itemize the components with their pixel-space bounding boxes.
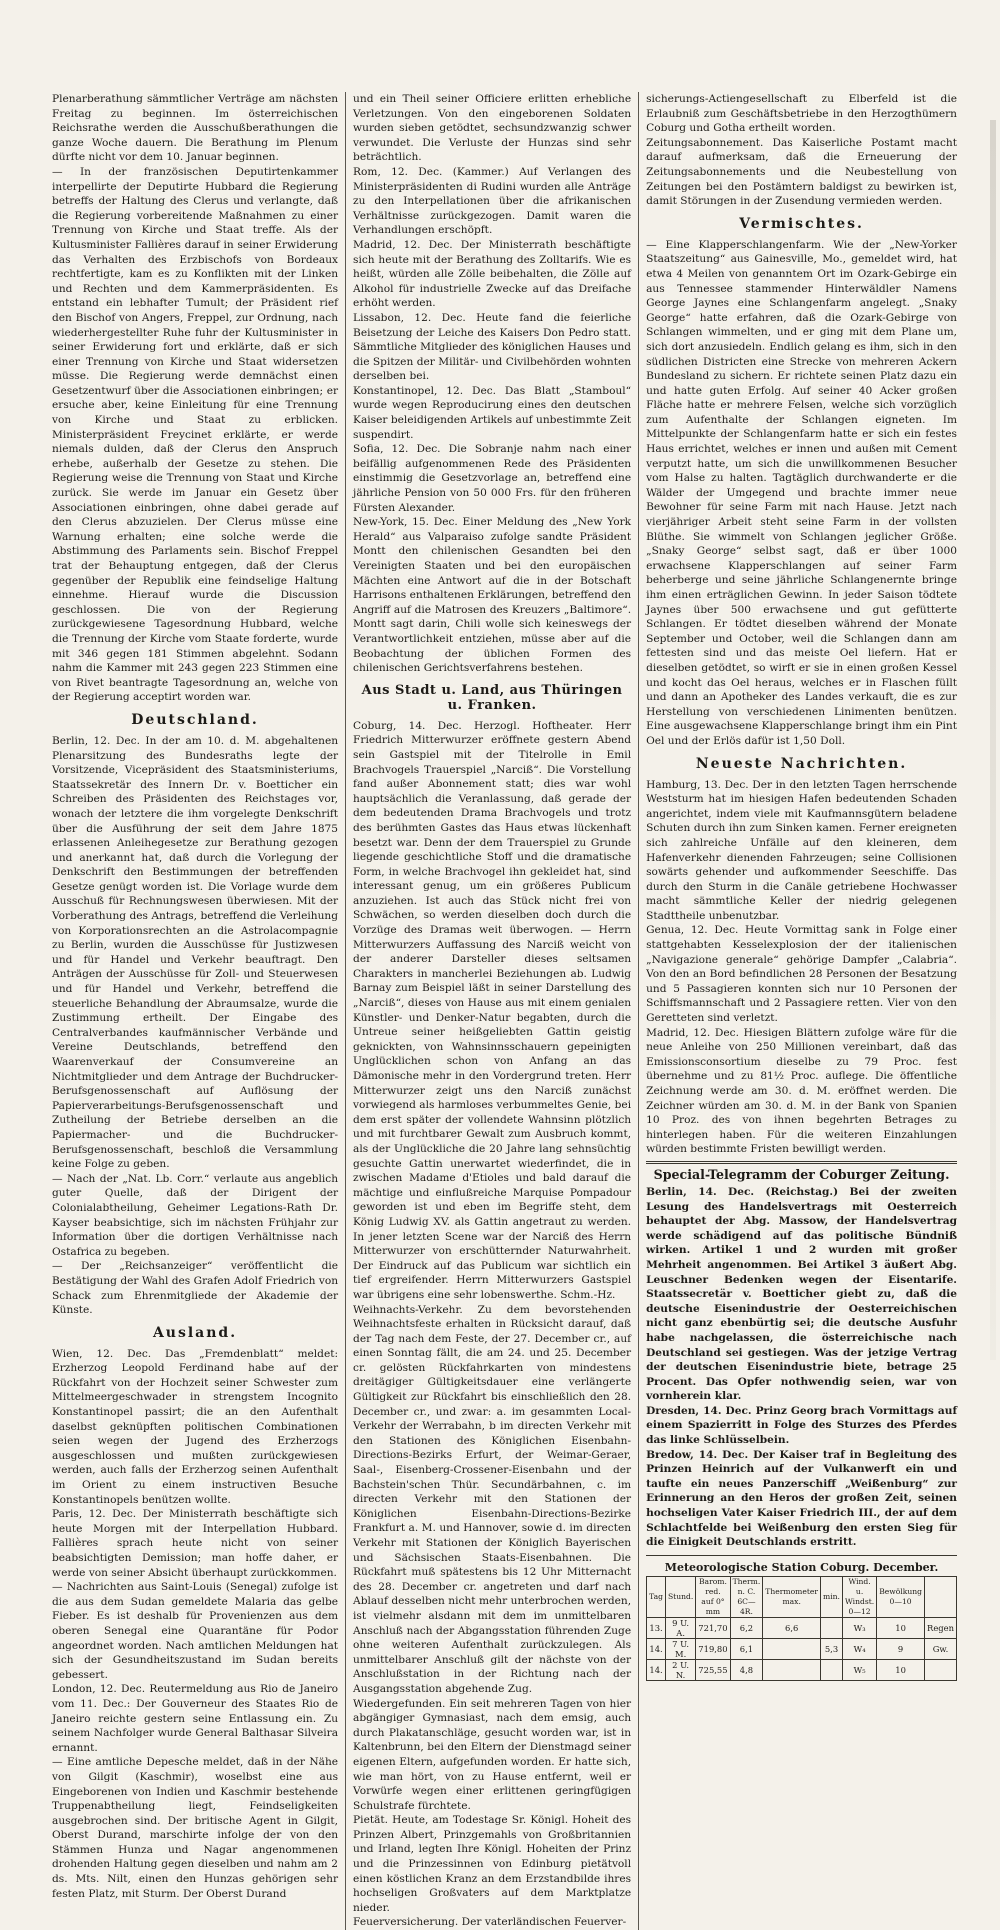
weather-cell: 10 <box>877 1617 925 1638</box>
article-paragraph: Weihnachts-Verkehr. Zu dem bevorstehenden Weihnachtsfeste erhalten in Rücksicht darauf, daß der Tag nach dem Feste, der 27. December cr., auf einen Sonntag fällt, die am 24. und 25. December cr. gelösten Rückfahrkarten von mindestens dreitägiger Gültigkeitsdauer eine verlängerte Gültigkeit zur Rückfahrt bis einschließlich den 28. December cr., und zwar: a. im gesammten Local-Verkehr der Werrabahn, b im directen Verkehr mit den Stationen des Königlichen Eisenbahn-Directions-Bezirks Erfurt, der Weimar-Geraer, Saal-, Eisenberg-Crossener-Eisenbahn und der Bachstein'schen Thür. Secundärbahnen, c. im directen Verkehr mit den Stationen der Königlichen Eisenbahn-Directions-Bezirke Frankfurt a. M. und Hannover, sowie d. im directen Verkehr mit Stationen der Königlich Bayerischen und Sächsischen Staats-Eisenbahnen. Die Rückfahrt muß spätestens bis 12 Uhr Mitternacht des 28. December cr. angetreten und darf nach Ablauf desselben nicht mehr unterbrochen werden, ist vielmehr alsdann mit dem im unmittelbaren Anschluß nach der Abgangsstation führenden Zuge ohne weiteren Aufenthalt zurückzulegen. Als unmittelbarer Anschluß gilt der nächste von der Anschlußstation in der Richtung nach der Ausgangsstation abgehende Zug. <box>353 1303 632 1695</box>
scan-edge-shadow <box>990 120 996 1360</box>
double-rule <box>646 1161 957 1164</box>
table-rule <box>646 1555 957 1556</box>
section-heading: Ausland. <box>152 1324 238 1341</box>
weather-cell: 725,55 <box>696 1659 730 1680</box>
article-paragraph: Sofia, 12. Dec. Die Sobranje nahm nach einer beifällig aufgenommenen Rede des Präsidenten einstimmig die Gesetzvorlage an, betreffend eine jährliche Pension von 50 000 Frs. für den früheren Fürsten Alexander. <box>353 443 632 514</box>
weather-cell <box>763 1659 821 1680</box>
article-paragraph: — In der französischen Deputirtenkammer interpellirte der Deputirte Hubbard die Regierung betreffs der Haltung des Clerus und verlangte, daß die Regierung vorbereitende Maßnahmen zu einer Trennung von Kirche und Staat treffe. Als der Kultusminister Fallières darauf in seiner Erwiderung das Verhalten des Erzbischofs von Bordeaux rechtfertigte, kam es zu Konflikten mit der Linken und Rechten und dem Kammerpräsidenten. Es entstand ein lebhafter Tumult; der Präsident rief den Bischof von Angers, Freppel, zur Ordnung, nach wiederhergestellter Ruhe fuhr der Kultusminister in seiner Erwiderung fort und erklärte, daß er sich einer Trennung von Kirche und Staat widersetzen müsse. Die Regierung werde demnächst einen Gesetzentwurf über die Associationen einbringen; er ersuche aber, keine Einleitung für eine Trennung von Kirche und Staat zu erblicken. Ministerpräsident Freycinet erklärte, er werde niemals dulden, daß der Clerus den Anspruch erhebe, außerhalb der Gesetze zu stehen. Die Regierung weise die Trennung von Staat und Kirche zurück. Sie werde im Januar ein Gesetz über Associationen einbringen, ohne dabei gerade auf den Clerus abzuzielen. Der Clerus müsse eine Warnung erhalten; eine solche werde die Abstimmung des Parlaments sein. Bischof Freppel trat der Behauptung entgegen, daß der Clerus gegenüber der Republik eine feindselige Haltung einnehme. Hierauf wurde die Discussion geschlossen. Die von der Regierung zurückgewiesene Tagesordnung Hubbard, welche die Trennung der Kirche vom Staate forderte, wurde mit 346 gegen 181 Stimmen abgelehnt. Sodann nahm die Kammer mit 243 gegen 223 Stimmen eine von Rivet beantragte Tagesordnung an, welche von der Regierung acceptirt worden war. <box>52 165 339 704</box>
weather-row <box>647 1617 957 1638</box>
article-paragraph: Genua, 12. Dec. Heute Vormittag sank in Folge einer stattgehabten Kesselexplosion der der italienischen „Navigazione generale“ gehörige Dampfer „Calabria“. Von den an Bord befindlichen 28 Personen der Besatzung und 5 Passagieren konnten sich nur 10 Personen der Schiffsmannschaft und 2 Passagiere retten. Vier von den Geretteten sind verletzt. <box>646 924 957 1025</box>
column-2 <box>345 92 638 1930</box>
weather-header-cell: Wind. u. Windst. 0—12 <box>842 1576 876 1617</box>
article-paragraph: Paris, 12. Dec. Der Ministerrath beschäftigte sich heute Morgen mit der Interpellation Hubbard. Fallières sprach heute nicht von seiner beabsichtigten Demission; man hoffe daher, er werde von seiner Absicht überhaupt zurückkommen. <box>52 1508 339 1579</box>
article-paragraph: Plenarberathung sämmtlicher Verträge am nächsten Freitag zu beginnen. Im österreichischen Reichsrathe werden die Ausschußberathungen die ganze Woche dauern. Die Berathung im Plenum dürfte nicht vor dem 10. Januar beginnen. <box>52 93 339 164</box>
weather-cell: 14. <box>647 1638 666 1659</box>
weather-cell: Gw. <box>925 1638 957 1659</box>
article-paragraph: London, 12. Dec. Reutermeldung aus Rio de Janeiro vom 11. Dec.: Der Gouverneur des Staates Rio de Janeiro reichte gestern seine Entlassung ein. Zu seinem Nachfolger wurde General Balthasar Silveira ernannt. <box>52 1683 339 1754</box>
weather-cell: 721,70 <box>696 1617 730 1638</box>
weather-cell: 7 U. M. <box>665 1638 695 1659</box>
article-paragraph: Hamburg, 13. Dec. Der in den letzten Tagen herrschende Weststurm hat im hiesigen Hafen bedeutenden Schaden angerichtet, indem viele mit Kaufmannsgütern beladene Schuten durch ihn zum Sinken kamen. Ferner ereigneten sich zahlreiche Unfälle auf den kleineren, dem Hafenverkehr dienenden Fahrzeugen; seine Collisionen sowärts gehender und aufkommender Seeschiffe. Das durch den Sturm in die Canäle getriebene Hochwasser macht sämmtliche Keller der niedrig gelegenen Stadttheile unbenutzbar. <box>646 778 957 922</box>
weather-cell: 2 U. N. <box>665 1659 695 1680</box>
text-columns <box>52 92 964 1929</box>
article-paragraph: Pietät. Heute, am Todestage Sr. Königl. Hoheit des Prinzen Albert, Prinzgemahls von Großbritannien und Irland, legten Ihre Königl. Hoheiten der Prinz und die Prinzessinnen von Edinburg pietätvoll einen köstlichen Kranz an dem Erzstandbilde ihres hochseligen Großvaters auf dem Marktplatze nieder. <box>353 1814 632 1914</box>
weather-header-cell <box>925 1576 957 1617</box>
article-paragraph: — Nachrichten aus Saint-Louis (Senegal) zufolge ist die aus dem Sudan gemeldete Malaria das gelbe Fieber. Es ist deshalb für Provenienzen aus dem oberen Senegal eine Quarantäne für Podor angeordnet worden. Nach amtlichen Meldungen hat sich der Gesundheitszustand im Sudan bereits gebessert. <box>52 1581 339 1681</box>
weather-header-row <box>647 1576 957 1617</box>
section-heading: Vermischtes. <box>739 215 864 232</box>
weather-cell <box>821 1659 843 1680</box>
article-paragraph: Wien, 12. Dec. Das „Fremdenblatt“ meldet: Erzherzog Leopold Ferdinand habe auf der Rückfahrt von der Hochzeit seiner Schwester zum Mittelmeergeschwader in strengstem Incognito Konstantinopel passirt; die an den Aufenthalt daselbst geknüpften politischen Combinationen seien wegen der Jugend des Erzherzogs ausgeschlossen und mußten zurückgewiesen werden, auch falls der Erzherzog seinen Aufenthalt im Orient zu einem instructiven Besuche Konstantinopels benützen wollte. <box>52 1347 339 1506</box>
article-paragraph: Wiedergefunden. Ein seit mehreren Tagen von hier abgängiger Gymnasiast, nach dem emsig, auch durch Plakatanschläge, gesucht worden war, ist in Kaltenbrunn, bei den Eltern der Dienstmagd seiner eigenen Eltern, aufgefunden worden. Er hatte sich, wie man hört, von zu Hause entfernt, weil er Vorwürfe wegen einer erlittenen geringfügigen Schulstrafe fürchtete. <box>353 1697 632 1812</box>
telegram-paragraph: Dresden, 14. Dec. Prinz Georg brach Vormittags auf einem Spazierritt in Folge des Sturzes des Pferdes das linke Schlüsselbein. <box>646 1404 957 1447</box>
article-paragraph: — Der „Reichsanzeiger“ veröffentlicht die Bestätigung der Wahl des Grafen Adolf Friedrich von Schack zum Ehrenmitgliede der Akademie der Künste. <box>52 1260 339 1317</box>
weather-cell: 6,2 <box>730 1617 763 1638</box>
weather-cell: 9 U. A. <box>665 1617 695 1638</box>
article-paragraph: Konstantinopel, 12. Dec. Das Blatt „Stamboul“ wurde wegen Reproducirung eines den deutschen Kaiser beleidigenden Artikels auf unbestimmte Zeit suspendirt. <box>353 384 632 441</box>
weather-cell: 10 <box>877 1659 925 1680</box>
weather-table <box>646 1576 957 1681</box>
section-heading: Neueste Nachrichten. <box>695 755 908 772</box>
weather-row <box>647 1659 957 1680</box>
weather-header-cell: Therm. n. C. 6C—4R. <box>730 1576 763 1617</box>
weather-cell <box>821 1617 843 1638</box>
weather-table-title: Meteorologische Station Coburg. December. <box>664 1560 939 1574</box>
article-paragraph: und ein Theil seiner Officiere erlitten erhebliche Verletzungen. Von den eingeborenen Soldaten wurden sieben getödtet, sechsundzwanzig schwer verwundet. Die Verluste der Hunzas sind sehr beträchtlich. <box>353 93 632 164</box>
article-paragraph: New-York, 15. Dec. Einer Meldung des „New York Herald“ aus Valparaiso zufolge sandte Präsident Montt den chilenischen Gesandten bei den Vereinigten Staaten und bei den europäischen Mächten eine Antwort auf die in der Botschaft Harrisons enthaltenen Erklärungen, betreffend den Angriff auf die Matrosen des Kreuzers „Baltimore“. Montt sagt darin, Chili wolle sich keineswegs der Verantwortlichkeit entziehen, müsse aber auf die Beobachtung der üblichen Formen des chilenischen Gerichtsverfahrens bestehen. <box>353 516 632 675</box>
weather-table-block <box>646 1555 957 1681</box>
column-1 <box>52 92 345 1930</box>
weather-cell: 5,3 <box>821 1638 843 1659</box>
weather-cell: W₄ <box>842 1638 876 1659</box>
telegram-paragraph: Bredow, 14. Dec. Der Kaiser traf in Begleitung des Prinzen Heinrich auf der Vulkanwerft ein und taufte ein neues Panzerschiff „Weißenburg“ zur Erinnerung an den Heros der großen Zeit, seinen hochseligen Vater Kaiser Friedrich III., der auf dem Schlachtfelde bei Weißenburg den ersten Sieg für die Einigkeit Deutschlands erstritt. <box>646 1448 957 1549</box>
telegram-paragraph: Berlin, 14. Dec. (Reichstag.) Bei der zweiten Lesung des Handelsvertrags mit Oesterreich behauptet der Abg. Massow, der Handelsvertrag werde schädigend auf das politische Bündniß wirken. Artikel 1 und 2 wurden mit großer Mehrheit angenommen. Bei Artikel 3 äußert Abg. Leuschner Bedenken wegen der Eisentarife. Staatssecretär v. Boetticher giebt zu, daß die deutsche Eisenindustrie der Oesterreichischen nicht ganz ebenbürtig sei; die deutsche Ausfuhr habe nachgelassen, die österreichische nach Deutschland sei gestiegen. Was der jetzige Vertrag der deutschen Eisenindustrie biete, betrage 25 Procent. Das Opfer nothwendig seien, war von vornherein klar. <box>646 1185 957 1403</box>
weather-header-cell: Thermometer max. <box>763 1576 821 1617</box>
article-paragraph: — Eine amtliche Depesche meldet, daß in der Nähe von Gilgit (Kaschmir), woselbst eine aus Eingeborenen von Indien und Kaschmir bestehende Truppenabtheilung liegt, Feindseligkeiten ausgebrochen sind. Der britische Agent in Gilgit, Oberst Durand, marschirte infolge der von den Stämmen Hunza und Nagar angenommenen drohenden Haltung gegen dieselben und nahm am 2 ds. Mts. Nilt, einen den Hunzas gehörigen sehr festen Platz, mit Sturm. Der Oberst Durand <box>52 1756 339 1900</box>
weather-row <box>647 1638 957 1659</box>
article-paragraph: Berlin, 12. Dec. In der am 10. d. M. abgehaltenen Plenarsitzung des Bundesraths legte der Vorsitzende, Vicepräsident des Staatsministeriums, Staatssekretär des Innern Dr. v. Boetticher ein Schreiben des Präsidenten des Reichstages vor, wonach der letztere die ihm vorgelegte Denkschrift über die Ausführung der seit dem Jahre 1875 erlassenen Anleihegesetze zur Berathung gezogen und anerkannt hat, daß durch die Vorlegung der Denkschrift den Bestimmungen der betreffenden Gesetze genügt worden ist. Die Vorlage wurde dem Ausschuß für Rechnungswesen überwiesen. Mit der Vorberathung des Antrags, betreffend die Verleihung von Korporationsrechten an die Astrolacompagnie zu Berlin, wurden die Ausschüsse für Justizwesen und für Handel und Verkehr beauftragt. Den Anträgen der Ausschüsse für Zoll- und Steuerwesen und für Handel und Verkehr, betreffend die steuerliche Behandlung der Abraumsalze, wurde die Zustimmung ertheilt. Der Eingabe des Centralverbandes kaufmännischer Verbände und Vereine Deutschlands, betreffend den Waarenverkauf der Consumvereine an Nichtmitglieder und dem Antrage der Buchdrucker-Berufsgenossenschaft auf Auflösung der Papierverarbeitungs-Berufsgenossenschaft und Zutheilung der Betriebe derselben an die Papiermacher- und die Buchdrucker-Berufsgenossenschaft, beschloß die Versammlung keine Folge zu geben. <box>52 734 339 1171</box>
article-paragraph: Rom, 12. Dec. (Kammer.) Auf Verlangen des Ministerpräsidenten di Rudini wurden alle Anträge zu den Interpellationen über die afrikanischen Verhältnisse zurückgezogen. Damit waren die Verhandlungen erschöpft. <box>353 165 632 237</box>
weather-cell: 4,8 <box>730 1659 763 1680</box>
weather-cell: Regen <box>925 1617 957 1638</box>
weather-cell: W₃ <box>842 1617 876 1638</box>
article-paragraph: sicherungs-Actiengesellschaft zu Elberfeld ist die Erlaubniß zum Geschäftsbetriebe in den Herzogthümern Coburg und Gotha ertheilt worden. <box>646 93 957 135</box>
section-heading: Deutschland. <box>131 711 259 728</box>
weather-cell: 13. <box>647 1617 666 1638</box>
weather-cell: 9 <box>877 1638 925 1659</box>
weather-header-cell: Barom. red. auf 0° mm <box>696 1576 730 1617</box>
article-paragraph: Feuerversicherung. Der vaterländischen Feuerver- <box>353 1916 627 1929</box>
article-paragraph: — Nach der „Nat. Lb. Corr.“ verlaute aus angeblich guter Quelle, daß der Dirigent der Colonialabtheilung, Geheimer Legations-Rath Dr. Kayser beabsichtige, sich im nächsten Frühjahr zur Information über die dortigen Verhältnisse nach Ostafrica zu begeben. <box>52 1172 339 1258</box>
weather-cell: 6,6 <box>763 1617 821 1638</box>
weather-cell <box>763 1638 821 1659</box>
weather-cell: 719,80 <box>696 1638 730 1659</box>
weather-cell: 6,1 <box>730 1638 763 1659</box>
column-3 <box>638 92 964 1930</box>
telegram-heading: Special-Telegramm der Coburger Zeitung. <box>653 1166 950 1182</box>
article-paragraph: Lissabon, 12. Dec. Heute fand die feierliche Beisetzung der Leiche des Kaisers Don Pedro statt. Sämmtliche Mitglieder des königlichen Hauses und die Spitzen der Militär- und Civilbehörden wohnten derselben bei. <box>353 311 632 383</box>
weather-header-cell: Stund. <box>665 1576 695 1617</box>
section-heading: Aus Stadt u. Land, aus Thüringen u. Franken. <box>361 682 623 713</box>
article-paragraph: Zeitungsabonnement. Das Kaiserliche Postamt macht darauf aufmerksam, daß die Erneuerung der Zeitungsabonnements und die Neubestellung von Zeitungen bei den Postämtern baldigst zu bewirken ist, damit Störungen in der Zusendung vermieden werden. <box>646 136 957 208</box>
weather-header-cell: min. <box>821 1576 843 1617</box>
article-paragraph: Coburg, 14. Dec. Herzogl. Hoftheater. Herr Friedrich Mitterwurzer eröffnete gestern Abend sein Gastspiel mit der Titelrolle in Emil Brachvogels Trauerspiel „Narciß“. Die Vorstellung fand außer Abonnement statt; dies war wohl hauptsächlich die Veranlassung, daß gerade der dem bedeutenden Drama Brachvogels und trotz des berühmten Gastes das Haus etwas lückenhaft besetzt war. Denn der dem Trauerspiel zu Grunde liegende geschichtliche Stoff und die dramatische Form, in welche Brachvogel ihn gekleidet hat, sind interessant genug, um ein größeres Publicum anzuziehen. Ist auch das Stück nicht frei von Schwächen, so werden dieselben doch durch die Vorzüge des Dramas weit überwogen. — Herrn Mitterwurzers Auffassung des Narciß weicht von der anderer Darsteller dieses seltsamen Charakters in mancherlei Beziehungen ab. Ludwig Barnay zum Beispiel läßt in seiner Darstellung des „Narciß“, dieses von Hause aus mit einem genialen Künstler- und Denker-Natur begabten, durch die Untreue seiner heißgeliebten Gattin geistig geknickten, von Wahnsinnsschauern gepeinigten Unglücklichen schon von Anfang an das Dämonische mehr in den Vordergrund treten. Herr Mitterwurzer zeigt uns den Narciß zunächst vorwiegend als harmloses verbummeltes Genie, bei dem erst später der vollendete Wahnsinn plötzlich und mit furchtbarer Gewalt zum Ausbruch kommt, als der Unglückliche die 20 Jahre lang sehnsüchtig gesuchte Gattin unerwartet wiederfindet, die in zwischen Madame d'Etioles und bald darauf die mächtige und einflußreiche Marquise Pompadour geworden ist und eben im Begriffe steht, dem König Ludwig XV. als Gattin angetraut zu werden. In jener letzten Scene war der Narciß des Herrn Mitterwurzer von erschütternder Naturwahrheit. Der Eindruck auf das Publicum war sichtlich ein tief ergreifender. Herrn Mitterwurzers Gastspiel war übrigens eine sehr lobenswerthe. Schm.-Hz. <box>353 719 632 1301</box>
weather-cell: W₅ <box>842 1659 876 1680</box>
weather-header-cell: Bewölkung 0—10 <box>877 1576 925 1617</box>
article-paragraph: — Eine Klapperschlangenfarm. Wie der „New-Yorker Staatszeitung“ aus Gainesville, Mo., gemeldet wird, hat etwa 4 Meilen von genanntem Ort im Ozark-Gebirge ein aus Tennessee stammender Hinterwäldler Namens George Jaynes eine Schlangenfarm angelegt. „Snaky George“ hatte erfahren, daß die Ozark-Gebirge von Schlangen wimmelten, und er ging mit dem Plane um, sich dort anzusiedeln. Endlich gelang es ihm, sich in den südlichen Districten eine Strecke von mehreren Ackern Bundesland zu sichern. Er richtete seinen Platz dazu ein und hatte guten Erfolg. Auf seiner 40 Acker großen Fläche hatte er mehrere Felsen, welche sich vorzüglich zum Aufenthalte der Schlangen eigneten. Im Mittelpunkte der Schlangenfarm hatte er sich ein festes Haus errichtet, welches er innen und außen mit Cement verputzt hatte, um sich die unwillkommenen Besucher vom Halse zu halten. Tagtäglich durchwanderte er die Wälder der Umgegend und brachte immer neue Bewohner für seine Farm mit nach Hause. Jetzt nach vierjähriger Arbeit steht seine Farm in der vollsten Blüthe. Sie wimmelt von Schlangen jeglicher Größe. „Snaky George“ selbst sagt, daß er über 1000 erwachsene Klapperschlangen auf seiner Farm beherberge und seine jährliche Schlangenernte bringe ihm einen erträglichen Gewinn. In jeder Saison tödtete Jaynes über 500 erwachsene und gut gefütterte Schlangen. Er tödtet dieselben während der Monate September und October, weil die Schlangen dann am fettesten sind und das meiste Oel liefern. Hat er dieselben getödtet, so wirft er sie in einen großen Kessel und kocht das Oel heraus, welches er in Flaschen füllt und dann an Apotheker des Landes verkauft, die es zur Herstellung von verschiedenen Linimenten benützen. Eine ausgewachsene Klapperschlange bringt ihm ein Pint Oel und der Erlös dafür ist 1,50 Doll. <box>646 238 957 747</box>
weather-cell <box>925 1659 957 1680</box>
article-paragraph: Madrid, 12. Dec. Der Ministerrath beschäftigte sich heute mit der Berathung des Zolltarifs. Wie es heißt, würden alle Zölle beibehalten, die Zölle auf Alkohol für industrielle Zwecke auf das Dreifache erhöht werden. <box>353 238 632 310</box>
weather-header-cell: Tag <box>647 1576 666 1617</box>
article-paragraph: Madrid, 12. Dec. Hiesigen Blättern zufolge wäre für die neue Anleihe von 250 Millionen vereinbart, daß das Emissionsconsortium dieselbe zu 79 Proc. fest übernehme und zu 81½ Proc. auflege. Die öffentliche Zeichnung werde am 30. d. M. eröffnet werden. Die Zeichner würden am 30. d. M. in der Bank von Spanien 10 Proz. des von ihnen begehrten Betrages zu hinterlegen haben. Für die weiteren Einzahlungen würden bestimmte Fristen bewilligt werden. <box>646 1026 957 1156</box>
weather-cell: 14. <box>647 1659 666 1680</box>
